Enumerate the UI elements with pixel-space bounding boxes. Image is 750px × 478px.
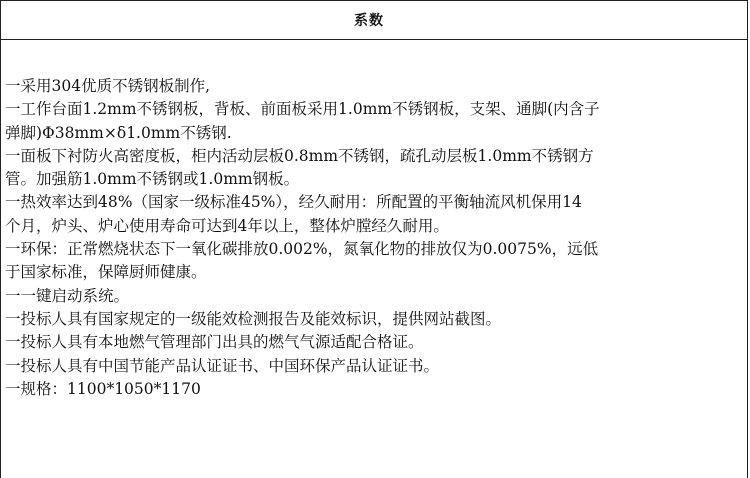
spec-line-13: 一投标人具有中国节能产品认证证书、中国环保产品认证证书。 xyxy=(5,356,440,375)
spec-line-2: 一工作台面1.2mm不锈钢板，背板、前面板采用1.0mm不锈钢板，支架、通脚(内含子 xyxy=(5,100,600,119)
spec-line-4: 一面板下衬防火高密度板，柜内活动层板0.8mm不锈钢，疏孔动层板1.0mm不锈钢方 xyxy=(5,146,594,165)
spec-line-6: 一热效率达到48%（国家一级标准45%），经久耐用：所配置的平衡轴流风机保用14 xyxy=(5,193,582,212)
spec-line-8: 一环保：正常燃烧状态下一氧化碳排放0.002%，氮氧化物的排放仅为0.0075%，远低 xyxy=(5,240,599,259)
spec-line-7: 个月，炉头、炉心使用寿命可达到4年以上，整体炉膛经久耐用。 xyxy=(5,216,449,235)
spec-line-12: 一投标人具有本地燃气管理部门出具的燃气气源适配合格证。 xyxy=(5,333,424,352)
spec-line-3: 弹脚)Φ38mm×δ1.0mm不锈钢. xyxy=(5,123,232,142)
header-title: 系数 xyxy=(354,13,384,29)
spec-line-10: 一一键启动系统。 xyxy=(5,286,130,305)
spec-line-1: 一采用304优质不锈钢板制作, xyxy=(5,77,211,95)
spec-line-9: 于国家标准，保障厨师健康。 xyxy=(5,263,207,282)
header-row xyxy=(1,0,747,40)
spec-line-14: 一规格：1100*1050*1170 xyxy=(5,379,201,398)
spec-line-11: 一投标人具有国家规定的一级能效检测报告及能效标识，提供网站截图。 xyxy=(5,309,502,328)
spec-content xyxy=(5,75,743,401)
spec-line-5: 管。加强筋1.0mm不锈钢或1.0mm钢板。 xyxy=(5,170,300,189)
